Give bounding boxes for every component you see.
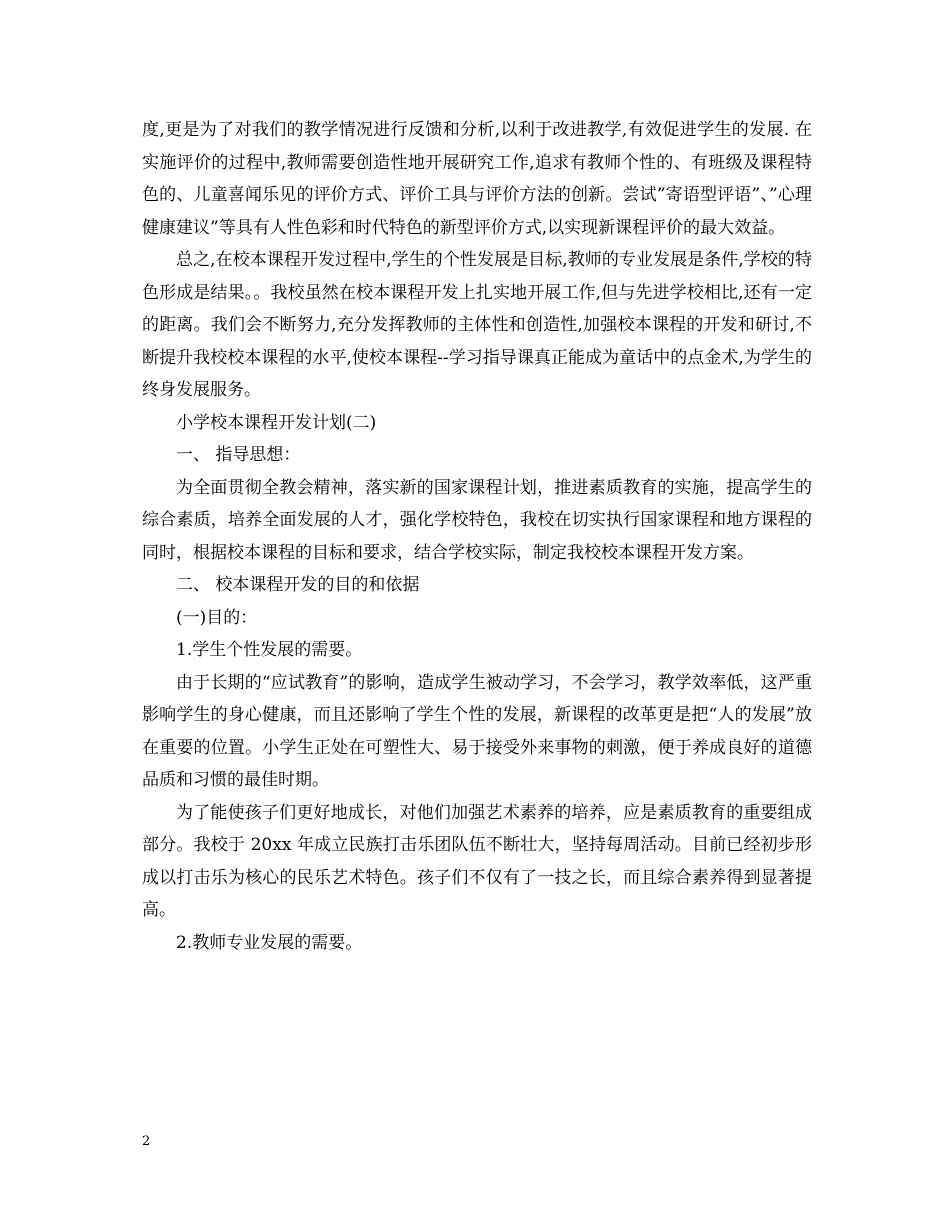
paragraph-summary: 总之,在校本课程开发过程中,学生的个性发展是目标,教师的专业发展是条件,学校的特色形成是结果。。我校虽然在校本课程开发上扎实地开展工作,但与先进学校相比,还有一定的距离。我们会不断努力,充分发挥教师的主体性和创造性,加强校本课程的开发和研讨,不断提升我校校本课程的水平,使校本课程--学习指导课真正能成为童话中的点金术,为学生的终身发展服务。 <box>142 250 812 400</box>
paragraph-evaluation-continuation: 度,更是为了对我们的教学情况进行反馈和分析,以利于改进教学,有效促进学生的发展. 在实施评价的过程中,教师需要创造性地开展研究工作,追求有教师个性的、有班级及课程特色的、儿童喜闻乐见的评价方式、评价工具与评价方法的创新。尝试”寄语型评语”、”心理健康建议”等具有人性色彩和时代特色的新型评价方式,以实现新课程评价的最大效益。 <box>142 120 812 238</box>
section-title-plan-two: 小学校本课程开发计划(二) <box>176 412 377 433</box>
heading-purpose-and-basis: 二、 校本课程开发的目的和依据 <box>176 575 420 595</box>
item-student-development: 1.学生个性发展的需要。 <box>176 640 363 660</box>
page-number: 2 <box>142 1134 151 1149</box>
paragraph-guiding-ideology: 为全面贯彻全教会精神，落实新的国家课程计划，推进素质教育的实施，提高学生的综合素质，培养全面发展的人才，强化学校特色，我校在切实执行国家课程和地方课程的同时，根据校本课程的目标和要求，结合学校实际，制定我校校本课程开发方案。 <box>142 477 812 563</box>
item-teacher-development: 2.教师专业发展的需要。 <box>176 932 363 953</box>
document-body <box>142 114 812 959</box>
paragraph-exam-oriented-education: 由于长期的“应试教育”的影响，造成学生被动学习，不会学习，教学效率低，这严重影响学生的身心健康，而且还影响了学生个性的发展，新课程的改革更是把“人的发展”放在重要的位置。小学生正处在可塑性大、易于接受外来事物的刺激，便于养成良好的道德品质和习惯的最佳时期。 <box>142 672 812 790</box>
subheading-purpose: (一)目的： <box>176 607 258 628</box>
paragraph-art-literacy: 为了能使孩子们更好地成长，对他们加强艺术素养的培养，应是素质教育的重要组成部分。我校于 20xx 年成立民族打击乐团队伍不断壮大，坚持每周活动。目前已经初步形成以打击乐为核心的民乐艺术特色。孩子们不仅有了一技之长，而且综合素养得到显著提高。 <box>142 802 812 920</box>
heading-guiding-ideology: 一、 指导思想： <box>176 445 301 465</box>
